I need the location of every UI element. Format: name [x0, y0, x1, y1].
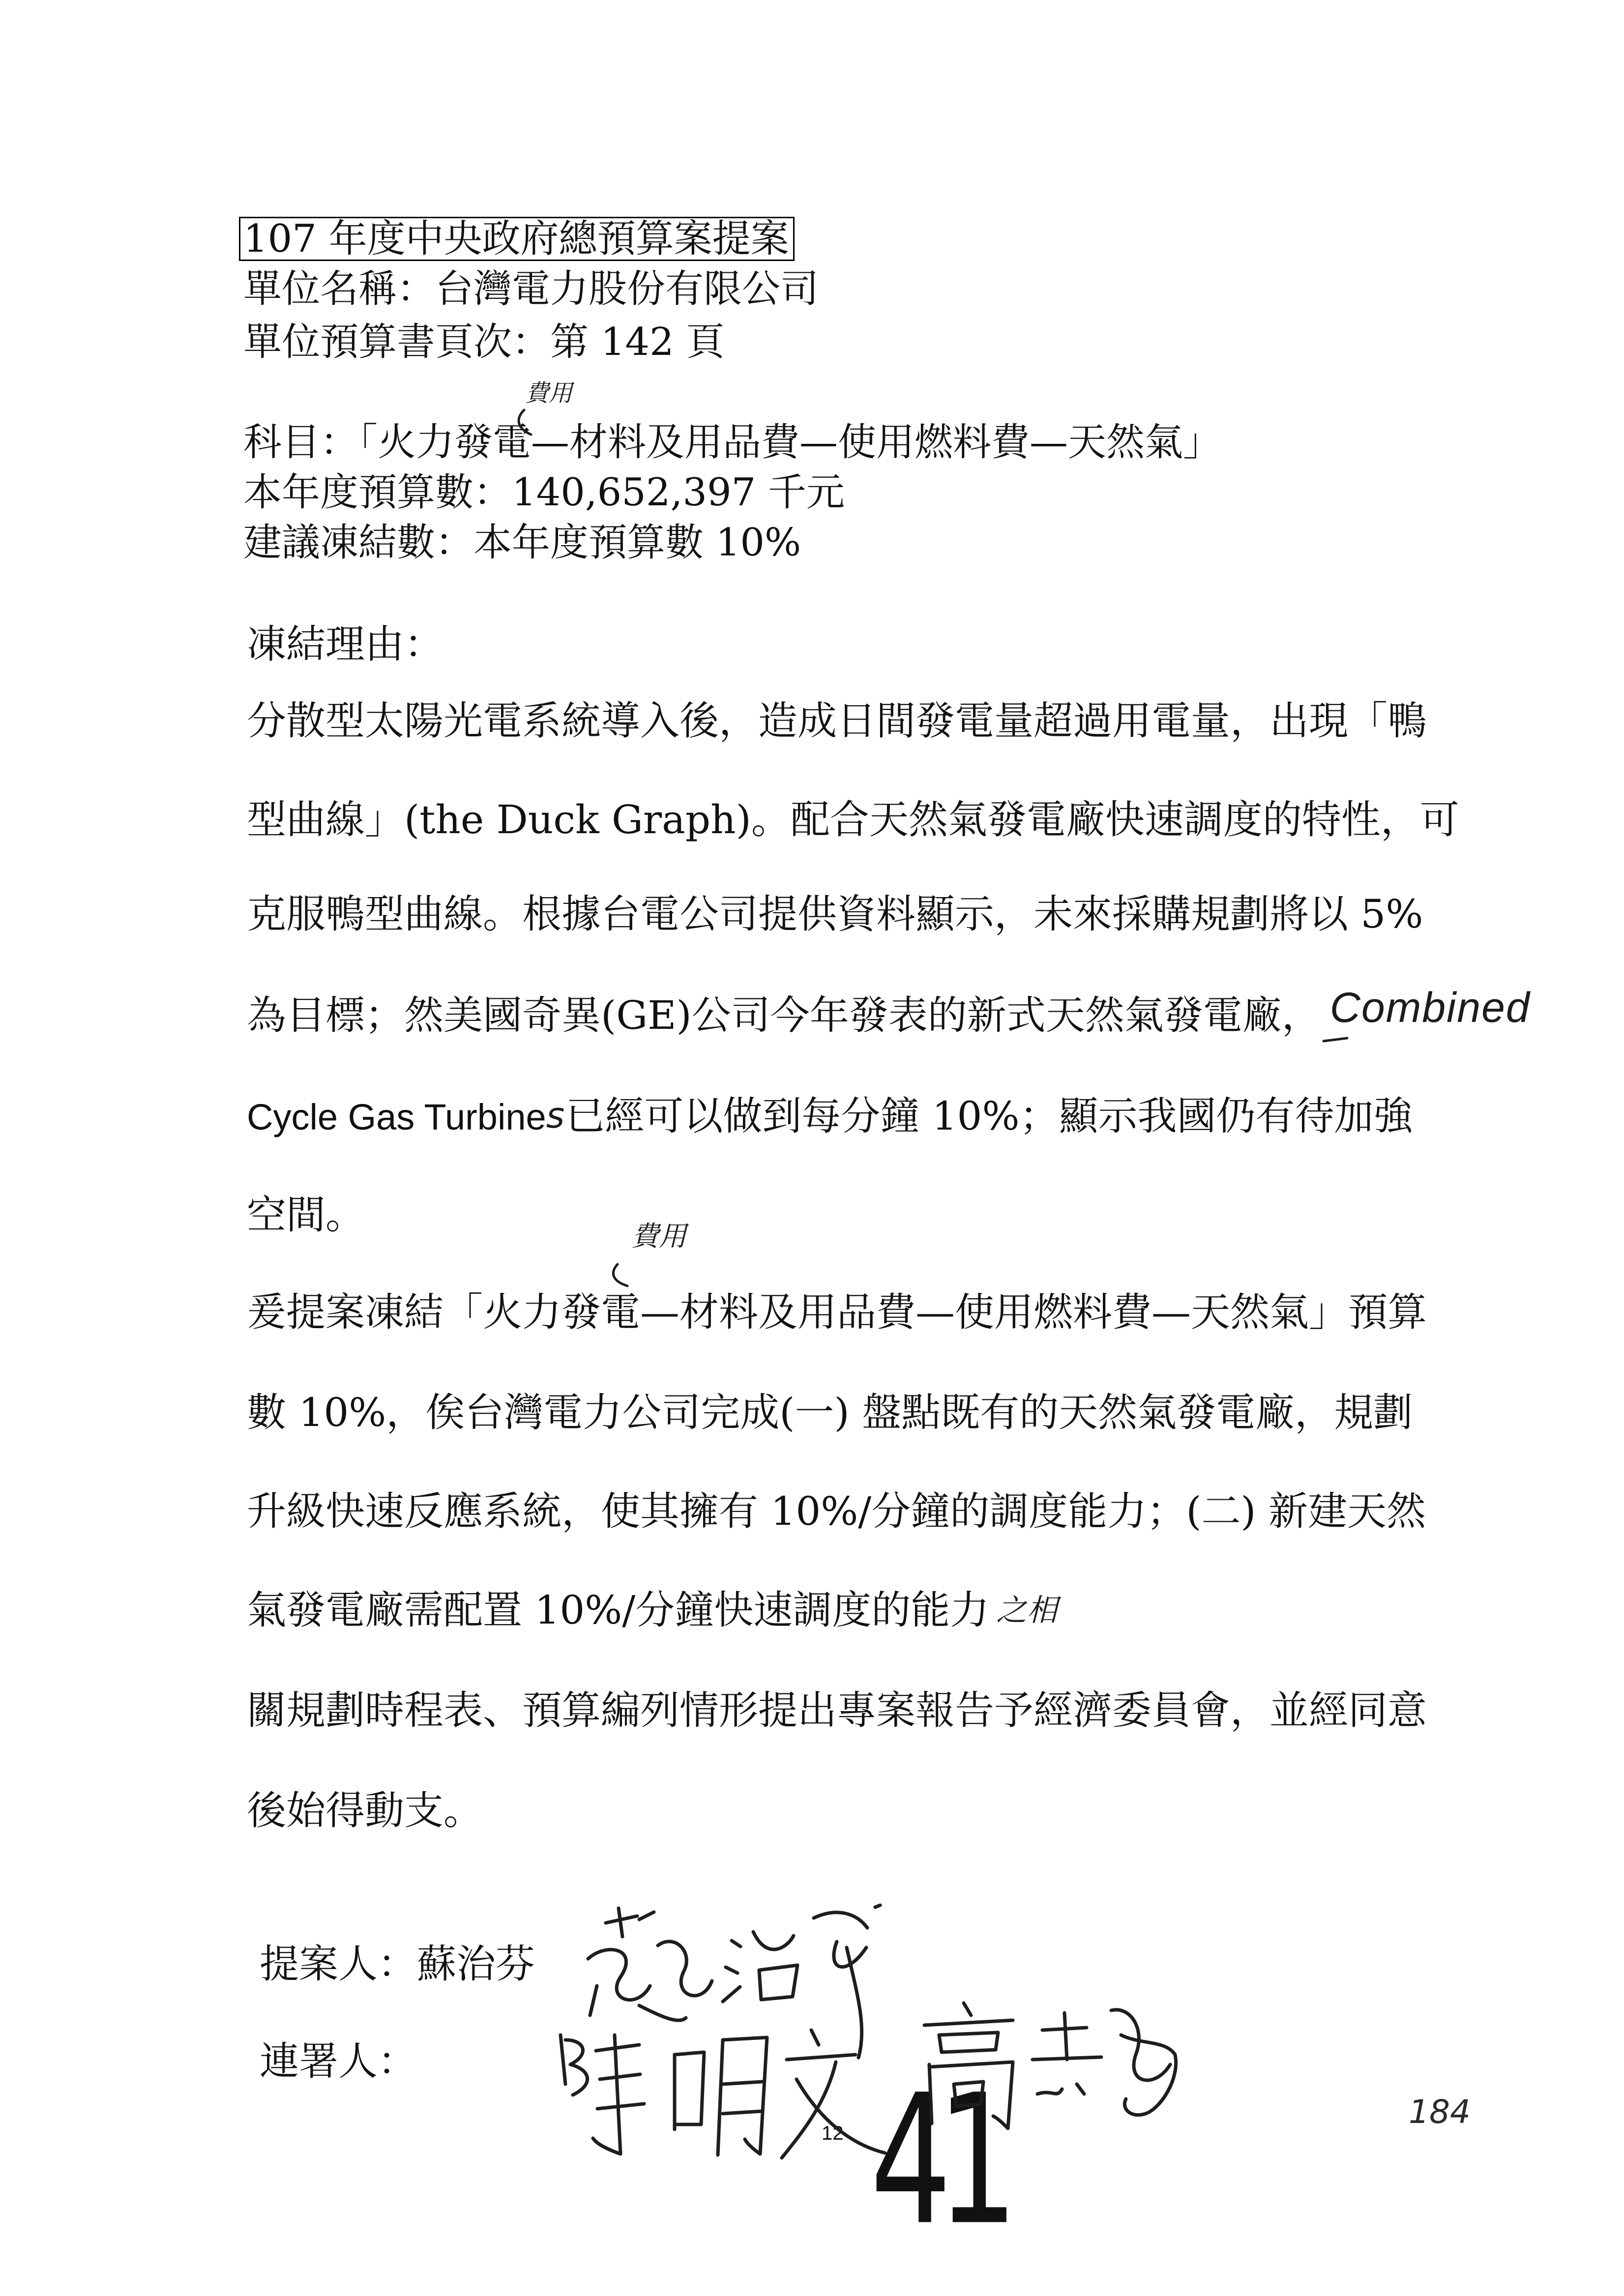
reason-line-text: 為目標；然美國奇異(GE)公司今年發表的新式天然氣發電廠， — [247, 992, 1321, 1038]
handwritten-insert-subject: 費用 — [525, 379, 573, 407]
budget-subject: 科目：「火力發電—材料及用品費—使用燃料費—天然氣」 — [243, 420, 1222, 465]
reason-line — [247, 1093, 1413, 1139]
handwritten-zhi-xiang: 之相 — [996, 1592, 1058, 1628]
handwritten-plural-s: s — [546, 1095, 565, 1136]
cosigners-label: 連署人： — [260, 2038, 417, 2084]
reason-line-text: 氣發電廠需配置 10%/分鐘快速調度的能力 — [247, 1587, 990, 1633]
reason-line — [247, 1587, 1058, 1633]
insertion-stroke-combined — [1324, 1038, 1347, 1041]
reason-line: 關規劃時程表、預算編列情形提出專案報告予經濟委員會，並經同意 — [247, 1687, 1427, 1733]
proposal-title: 107 年度中央政府總預算案提案 — [239, 217, 795, 261]
reason-line: 爰提案凍結「火力發電—材料及用品費—使用燃料費—天然氣」預算 — [247, 1289, 1427, 1335]
reason-line: 後始得動支。 — [247, 1788, 483, 1833]
reason-line: 升級快速反應系統，使其擁有 10%/分鐘的調度能力；(二) 新建天然 — [247, 1488, 1426, 1534]
reason-line-text-after: 已經可以做到每分鐘 10%；顯示我國仍有待加強 — [565, 1093, 1413, 1139]
reason-line: 數 10%，俟台灣電力公司完成(一) 盤點既有的天然氣發電廠，規劃 — [247, 1390, 1413, 1435]
proposer-label: 提案人：蘇治芬 — [260, 1941, 535, 1987]
annual-budget: 本年度預算數：140,652,397 千元 — [243, 470, 845, 515]
unit-name: 單位名稱：台灣電力股份有限公司 — [243, 267, 819, 311]
signature-proposer — [588, 1905, 880, 2058]
handwritten-insert-body: 費用 — [631, 1221, 686, 1252]
reason-line: 型曲線」(the Duck Graph)。配合天然氣發電廠快速調度的特性，可 — [247, 797, 1459, 843]
reason-line — [247, 984, 1531, 1038]
proposed-freeze: 建議凍結數：本年度預算數 10% — [243, 521, 801, 565]
handwritten-combined: Combined — [1329, 984, 1531, 1031]
reason-line-text-before: Cycle Gas Turbine — [247, 1097, 546, 1137]
reason-line: 克服鴨型曲線。根據台電公司提供資料顯示，未來採購規劃將以 5% — [247, 891, 1423, 937]
handwritten-page-mark: 184 — [1409, 2093, 1471, 2131]
reason-line: 分散型太陽光電系統導入後，造成日間發電量超過用電量，出現「鴨 — [247, 698, 1427, 744]
reason-line: 空間。 — [247, 1192, 365, 1238]
insertion-mark-body — [613, 1264, 627, 1286]
reason-heading: 凍結理由： — [247, 621, 443, 667]
handwritten-stamp-number: 41 — [870, 2057, 1004, 2265]
page-number: 12 — [822, 2122, 844, 2144]
budget-book-page: 單位預算書頁次：第 142 頁 — [243, 320, 725, 364]
